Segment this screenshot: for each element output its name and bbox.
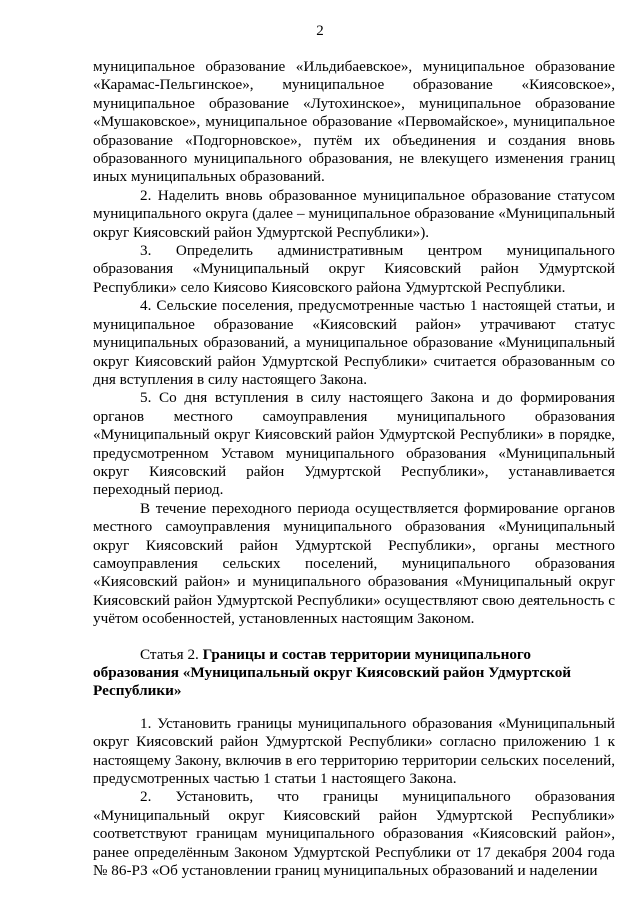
page-number: 2 (316, 23, 324, 39)
paragraph: В течение переходного периода осуществляется формирование органов местного самоуправления муниципального образования «Муниципальный округ Киясовский район Удмуртской Республики», органы местного самоуправления сельских поселений, муниципального образования «Киясовский район» и муниципального образования «Муниципальный округ Киясовский район Удмуртской Республики» осуществляют свою деятельность с учётом особенностей, установленных настоящим Законом. (93, 499, 615, 628)
paragraph: 2. Установить, что границы муниципального образования «Муниципальный округ Киясовский район Удмуртской Республики» соответствуют границам муниципального образования «Киясовский район», ранее определённым Законом Удмуртской Республики от 17 декабря 2004 года № 86-РЗ «Об установлении границ муниципальных образований и наделении (93, 788, 615, 880)
paragraph: муниципальное образование «Ильдибаевское», муниципальное образование «Карамас-Пельгинское», муниципальное образование «Киясовское», муниципальное образование «Лутохинское», муниципальное образование «Мушаковское», муниципальное образование «Первомайское», муниципальное образование «Подгорновское», путём их объединения и создания вновь образованного муниципального образования, не влекущего изменения границ иных муниципальных образований. (93, 58, 615, 186)
paragraph: 2. Наделить вновь образованное муниципальное образование статусом муниципального округа (далее – муниципальное образование «Муниципальный округ Киясовский район Удмуртской Республики»). (93, 186, 615, 241)
article-title: Границы и состав территории муниципального образования «Муниципальный округ Киясовский район Удмуртской Республики» (93, 645, 572, 700)
article-prefix: Статья 2. (140, 645, 203, 663)
paragraph: 1. Установить границы муниципального образования «Муниципальный округ Киясовский район Удмуртской Республики» согласно приложению 1 к настоящему Закону, включив в его территорию территории сельских поселений, предусмотренных частью 1 статьи 1 настоящего Закона. (93, 714, 615, 788)
paragraph: 4. Сельские поселения, предусмотренные частью 1 настоящей статьи, и муниципальное образование «Киясовский район» утрачивают статус муниципальных образований, а муниципальное образование «Муниципальный округ Киясовский район Удмуртской Республики» считается образованным со дня вступления в силу настоящего Закона. (93, 297, 615, 388)
paragraph: 3. Определить административным центром муниципального образования «Муниципальный округ Киясовский район Удмуртской Республики» село Киясово Киясовского района Удмуртской Республики. (93, 242, 615, 296)
article-heading (93, 646, 615, 701)
document-body (93, 58, 615, 880)
paragraph: 5. Со дня вступления в силу настоящего Закона и до формирования органов местного самоуправления муниципального образования «Муниципальный округ Киясовский район Удмуртской Республики» в порядке, предусмотренном Уставом муниципального образования «Муниципальный округ Киясовский район Удмуртской Республики», устанавливается переходный период. (93, 389, 615, 499)
